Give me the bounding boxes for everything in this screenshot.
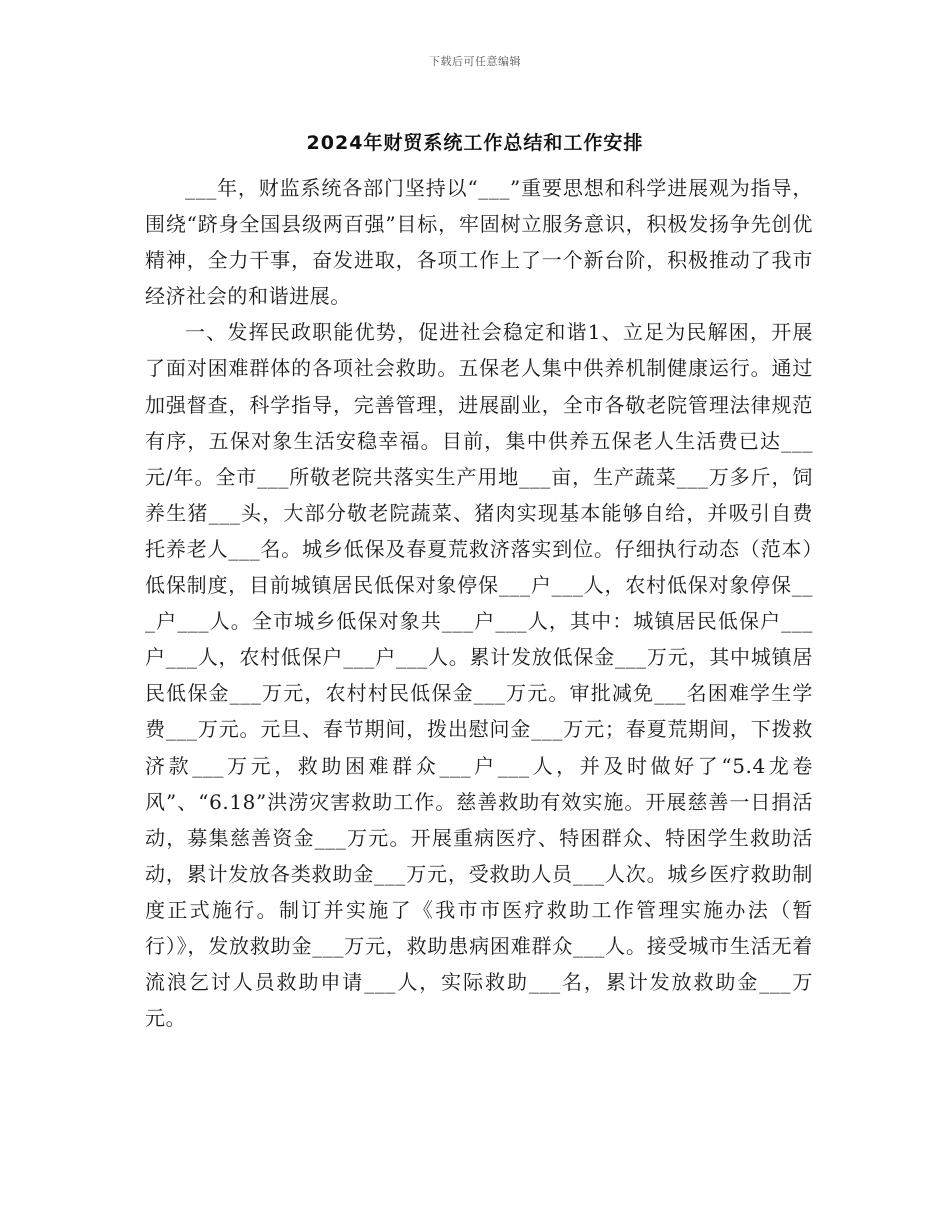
document-title: 2024年财贸系统工作总结和工作安排: [306, 132, 644, 154]
header-note: 下载后可任意编辑: [429, 55, 521, 68]
paragraph-intro: ___年，财监系统各部门坚持以“___”重要思想和科学进展观为指导，围绕“跻身全国县级两百强”目标，牢固树立服务意识，积极发扬争先创优精神，全力干事，奋发进取，各项工作上了一个新台阶，积极推动了我市经济社会的和谐进展。: [145, 176, 813, 309]
paragraph-section-1: 一、发挥民政职能优势，促进社会稳定和谐1、立足为民解困，开展了面对困难群体的各项社会救助。五保老人集中供养机制健康运行。通过加强督查，科学指导，完善管理，进展副业，全市各敬老院管理法律规范有序，五保对象生活安稳幸福。目前，集中供养五保老人生活费已达___元/年。全市___所敬老院共落实生产用地___亩，生产蔬菜___万多斤，饲养生猪___头，大部分敬老院蔬菜、猪肉实现基本能够自给，并吸引自费托养老人___名。城乡低保及春夏荒救济落实到位。仔细执行动态（范本）低保制度，目前城镇居民低保对象停保___户___人，农村低保对象停保___户___人。全市城乡低保对象共___户___人，其中：城镇居民低保户___户___人，农村低保户___户___人。累计发放低保金___万元，其中城镇居民低保金___万元，农村村民低保金___万元。审批减免___名困难学生学费___万元。元旦、春节期间，拨出慰问金___万元；春夏荒期间，下拨救济款___万元，救助困难群众___户___人，并及时做好了“5.4龙卷风”、“6.18”洪涝灾害救助工作。慈善救助有效实施。开展慈善一日捐活动，募集慈善资金___万元。开展重病医疗、特困群众、特困学生救助活动，累计发放各类救助金___万元，受救助人员___人次。城乡医疗救助制度正式施行。制订并实施了《我市市医疗救助工作管理实施办法（暂行）》，发放救助金___万元，救助患病困难群众___人。接受城市生活无着流浪乞讨人员救助申请___人，实际救助___名，累计发放救助金___万元。: [145, 320, 813, 1031]
document-body: [145, 170, 813, 1036]
